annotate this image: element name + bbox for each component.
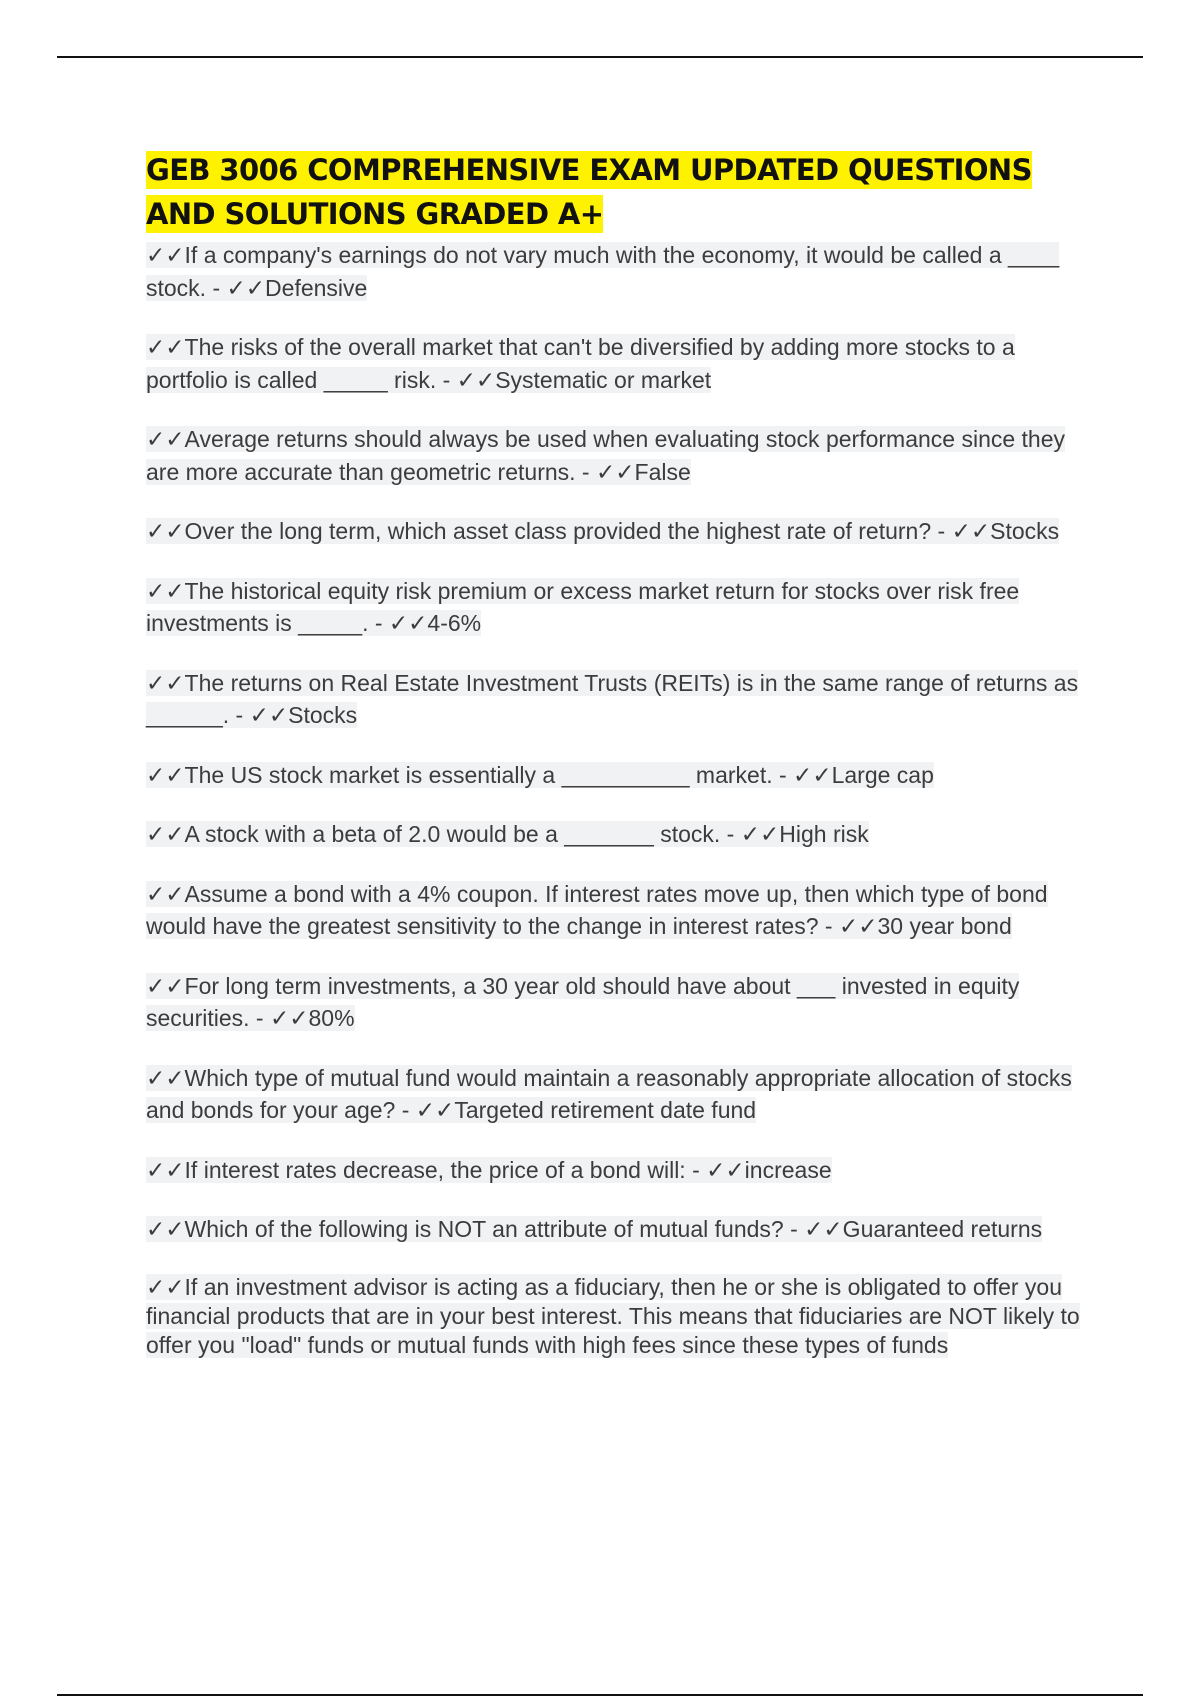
document-title <box>146 148 1096 236</box>
title-highlight: GEB 3006 COMPREHENSIVE EXAM UPDATED QUESTIONS AND SOLUTIONS GRADED A+ <box>146 153 1032 231</box>
qa-item: ✓✓If interest rates decrease, the price of a bond will: - ✓✓increase <box>146 1156 832 1183</box>
qa-item: ✓✓The historical equity risk premium or excess market return for stocks over risk free investments is _____. - ✓✓4-6% <box>146 577 1020 636</box>
qa-item: ✓✓The risks of the overall market that can't be diversified by adding more stocks to a portfolio is called _____ risk. - ✓✓Systematic or market <box>146 334 1015 393</box>
qa-item: ✓✓Over the long term, which asset class provided the highest rate of return? - ✓✓Stocks <box>146 518 1060 544</box>
qa-item: ✓✓If a company's earnings do not vary much with the economy, it would be called a ____ stock. - ✓✓Defensive <box>146 242 1060 301</box>
qa-item: ✓✓Assume a bond with a 4% coupon. If interest rates move up, then which type of bond would have the greatest sensitivity to the change in interest rates? - ✓✓30 year bond <box>146 880 1048 939</box>
top-rule <box>57 56 1143 58</box>
qa-item: ✓✓The US stock market is essentially a __________ market. - ✓✓Large cap <box>146 761 934 788</box>
qa-item: ✓✓Average returns should always be used when evaluating stock performance since they are more accurate than geometric returns. - ✓✓False <box>146 426 1066 485</box>
qa-item: ✓✓Which of the following is NOT an attribute of mutual funds? - ✓✓Guaranteed returns <box>146 1216 1043 1242</box>
qa-item: ✓✓For long term investments, a 30 year old should have about ___ invested in equity securities. - ✓✓80% <box>146 972 1020 1031</box>
qa-item: ✓✓A stock with a beta of 2.0 would be a _______ stock. - ✓✓High risk <box>146 821 869 847</box>
qa-item: ✓✓The returns on Real Estate Investment Trusts (REITs) is in the same range of returns as ______. - ✓✓Stocks <box>146 669 1079 728</box>
bottom-rule <box>57 1694 1143 1696</box>
qa-item: ✓✓Which type of mutual fund would maintain a reasonably appropriate allocation of stocks and bonds for your age? - ✓✓Targeted retirement date fund <box>146 1064 1072 1123</box>
document-body <box>146 148 1096 1360</box>
qa-item: ✓✓If an investment advisor is acting as a fiduciary, then he or she is obligated to offer you financial products that are in your best interest. This means that fiduciaries are NOT likely to offer you "load" funds or mutual funds with high fees since these types of funds <box>146 1273 1080 1358</box>
